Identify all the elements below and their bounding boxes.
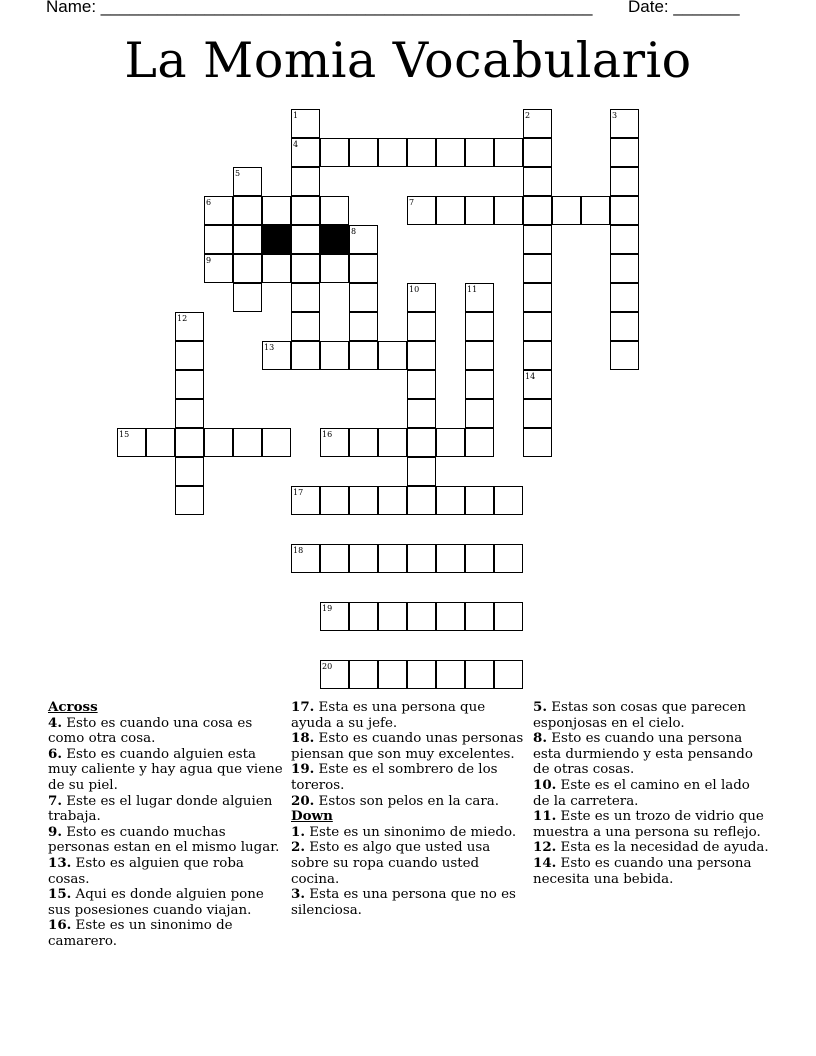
- grid-cell[interactable]: [465, 341, 494, 370]
- grid-cell[interactable]: [465, 428, 494, 457]
- clue-num: 19.: [291, 761, 315, 778]
- grid-cell[interactable]: [465, 196, 494, 225]
- grid-cell[interactable]: [407, 312, 436, 341]
- clue-number: 16: [322, 430, 333, 439]
- grid-cell[interactable]: [291, 283, 320, 312]
- grid-cell[interactable]: [320, 486, 349, 515]
- clue-text: Esto es alguien que roba cosas.: [48, 855, 244, 887]
- grid-cell[interactable]: [465, 660, 494, 689]
- grid-cell[interactable]: [523, 254, 552, 283]
- grid-cell[interactable]: [407, 138, 436, 167]
- clue-number: 6: [206, 198, 212, 207]
- grid-cell[interactable]: [378, 486, 407, 515]
- clue-text: Este es el lugar donde alguien trabaja.: [48, 793, 273, 825]
- date-field[interactable]: Date: _______: [628, 0, 740, 16]
- grid-cell[interactable]: [610, 225, 639, 254]
- grid-cell[interactable]: [233, 283, 262, 312]
- grid-cell[interactable]: [349, 283, 378, 312]
- across-clue: [291, 731, 527, 762]
- clue-num: 17.: [291, 699, 315, 715]
- down-clue: [533, 778, 769, 809]
- grid-cell[interactable]: [610, 283, 639, 312]
- grid-cell[interactable]: [378, 660, 407, 689]
- clue-text: Este es un sinonimo de miedo.: [304, 824, 517, 840]
- down-clue: [533, 731, 769, 778]
- clue-number: 18: [293, 546, 304, 555]
- across-clue: [48, 856, 284, 887]
- grid-block: [320, 225, 349, 254]
- grid-cell[interactable]: [436, 196, 465, 225]
- clue-number: 15: [119, 430, 130, 439]
- grid-cell[interactable]: [175, 486, 204, 515]
- grid-cell[interactable]: [436, 428, 465, 457]
- grid-cell[interactable]: [204, 428, 233, 457]
- grid-cell[interactable]: [407, 486, 436, 515]
- clue-text: Estas son cosas que parecen esponjosas en el cielo.: [533, 700, 747, 731]
- down-clue: [291, 840, 527, 887]
- clue-num: 2.: [291, 839, 305, 856]
- clue-number: 5: [235, 169, 241, 178]
- grid-cell[interactable]: [610, 254, 639, 283]
- clue-num: 1.: [291, 823, 305, 840]
- grid-cell[interactable]: [349, 486, 378, 515]
- clue-text: Esto es algo que usted usa sobre su ropa cuando usted cocina.: [291, 840, 491, 887]
- clue-number: 8: [351, 227, 357, 236]
- grid-cell[interactable]: [291, 167, 320, 196]
- grid-cell[interactable]: [523, 225, 552, 254]
- grid-cell[interactable]: [523, 428, 552, 457]
- clue-text: Este es el camino en el lado de la carretera.: [533, 777, 750, 809]
- clue-column-2: [291, 700, 527, 918]
- clue-num: 13.: [48, 854, 72, 871]
- name-field[interactable]: Name: ____________________________________________________: [46, 0, 593, 16]
- grid-cell[interactable]: [349, 312, 378, 341]
- clue-text: Esto es cuando muchas personas estan en el mismo lugar.: [48, 824, 280, 856]
- grid-cell[interactable]: [581, 196, 610, 225]
- clue-number: 3: [612, 111, 618, 120]
- grid-cell[interactable]: [436, 138, 465, 167]
- grid-cell[interactable]: [436, 660, 465, 689]
- grid-cell[interactable]: [465, 544, 494, 573]
- grid-cell[interactable]: [262, 428, 291, 457]
- grid-cell[interactable]: [465, 312, 494, 341]
- grid-cell[interactable]: [349, 254, 378, 283]
- grid-cell[interactable]: [407, 457, 436, 486]
- grid-cell[interactable]: [175, 341, 204, 370]
- clue-text: Esta es una persona que no es silenciosa.: [291, 887, 516, 918]
- clue-number: 2: [525, 111, 531, 120]
- grid-cell[interactable]: [523, 196, 552, 225]
- grid-cell[interactable]: [146, 428, 175, 457]
- grid-cell[interactable]: [233, 428, 262, 457]
- clue-number: 1: [293, 111, 299, 120]
- grid-cell[interactable]: [523, 283, 552, 312]
- grid-cell[interactable]: [494, 486, 523, 515]
- across-clue: [291, 700, 527, 731]
- grid-cell[interactable]: [291, 225, 320, 254]
- grid-cell[interactable]: [610, 138, 639, 167]
- down-clue: [533, 700, 769, 731]
- clue-text: Aqui es donde alguien pone sus posesiones cuando viajan.: [48, 887, 264, 918]
- grid-cell[interactable]: [378, 602, 407, 631]
- down-clue: [291, 825, 527, 841]
- grid-cell[interactable]: [610, 312, 639, 341]
- grid-cell[interactable]: [320, 544, 349, 573]
- grid-cell[interactable]: [407, 660, 436, 689]
- clue-num: 20.: [291, 792, 315, 809]
- across-clue: [48, 887, 284, 918]
- grid-cell[interactable]: [436, 544, 465, 573]
- grid-cell[interactable]: [610, 167, 639, 196]
- grid-cell[interactable]: [175, 370, 204, 399]
- clue-text: Esto es cuando unas personas piensan que son muy excelentes.: [291, 731, 524, 762]
- grid-cell[interactable]: [291, 312, 320, 341]
- clue-num: 8.: [533, 730, 547, 747]
- across-clue: [291, 762, 527, 793]
- grid-cell[interactable]: [494, 196, 523, 225]
- across-clue: [48, 794, 284, 825]
- clue-num: 4.: [48, 714, 62, 731]
- grid-cell[interactable]: [436, 486, 465, 515]
- clue-number: 11: [467, 285, 478, 294]
- clue-text: Esto es cuando una persona esta durmiendo y esta pensando de otras cosas.: [533, 731, 753, 778]
- grid-cell[interactable]: [233, 225, 262, 254]
- grid-block: [262, 225, 291, 254]
- clue-number: 13: [264, 343, 275, 352]
- clue-number: 4: [293, 140, 299, 149]
- clue-num: 11.: [533, 808, 557, 825]
- grid-cell[interactable]: [175, 457, 204, 486]
- clue-num: 16.: [48, 917, 72, 934]
- grid-cell[interactable]: [610, 341, 639, 370]
- grid-cell[interactable]: [465, 138, 494, 167]
- down-clue: [291, 887, 527, 918]
- clue-column-1: [48, 700, 284, 950]
- grid-cell[interactable]: [349, 602, 378, 631]
- grid-cell[interactable]: [465, 486, 494, 515]
- grid-cell[interactable]: [407, 544, 436, 573]
- clue-num: 15.: [48, 886, 72, 903]
- clue-num: 14.: [533, 854, 557, 871]
- clue-num: 18.: [291, 730, 315, 747]
- grid-cell[interactable]: [407, 341, 436, 370]
- across-clue: [48, 716, 284, 747]
- clue-text: Este es un sinonimo de camarero.: [48, 918, 233, 949]
- clue-text: Esto es cuando una cosa es como otra cosa.: [48, 715, 253, 747]
- grid-cell[interactable]: [523, 399, 552, 428]
- grid-cell[interactable]: [523, 312, 552, 341]
- grid-cell[interactable]: [262, 254, 291, 283]
- across-clue: [48, 918, 284, 949]
- grid-cell[interactable]: [233, 196, 262, 225]
- clue-text: Esto es cuando una persona necesita una bebida.: [533, 855, 752, 887]
- page-title: La Momia Vocabulario: [124, 32, 692, 89]
- grid-cell[interactable]: [407, 399, 436, 428]
- grid-cell[interactable]: [494, 660, 523, 689]
- grid-cell[interactable]: [494, 544, 523, 573]
- grid-cell[interactable]: [494, 138, 523, 167]
- grid-cell[interactable]: [291, 196, 320, 225]
- grid-cell[interactable]: [320, 341, 349, 370]
- grid-cell[interactable]: [204, 225, 233, 254]
- grid-cell[interactable]: [233, 254, 262, 283]
- clue-number: 12: [177, 314, 188, 323]
- grid-cell[interactable]: [552, 196, 581, 225]
- clue-number: 14: [525, 372, 536, 381]
- clue-number: 7: [409, 198, 415, 207]
- clue-column-3: [533, 700, 769, 887]
- grid-cell[interactable]: [320, 254, 349, 283]
- grid-cell[interactable]: [262, 196, 291, 225]
- across-clue: [48, 825, 284, 856]
- down-clue: [533, 809, 769, 840]
- clue-num: 7.: [48, 792, 62, 809]
- grid-cell[interactable]: [407, 370, 436, 399]
- clue-text: Estos son pelos en la cara.: [314, 793, 500, 809]
- grid-cell[interactable]: [291, 341, 320, 370]
- clue-number: 9: [206, 256, 212, 265]
- clue-text: Este es el sombrero de los toreros.: [291, 762, 498, 793]
- grid-cell[interactable]: [320, 138, 349, 167]
- grid-cell[interactable]: [349, 428, 378, 457]
- clue-num: 3.: [291, 886, 305, 903]
- grid-cell[interactable]: [378, 341, 407, 370]
- grid-cell[interactable]: [349, 138, 378, 167]
- grid-cell[interactable]: [349, 660, 378, 689]
- across-clue: [48, 747, 284, 794]
- grid-cell[interactable]: [436, 602, 465, 631]
- grid-cell[interactable]: [175, 428, 204, 457]
- down-heading: Down: [291, 808, 333, 825]
- grid-cell[interactable]: [291, 254, 320, 283]
- clue-text: Esta es la necesidad de ayuda.: [556, 840, 769, 856]
- grid-cell[interactable]: [349, 544, 378, 573]
- clue-text: Este es un trozo de vidrio que muestra a una persona su reflejo.: [533, 809, 764, 840]
- clue-number: 20: [322, 662, 333, 671]
- clue-num: 12.: [533, 839, 557, 856]
- grid-cell[interactable]: [378, 544, 407, 573]
- across-heading: Across: [48, 699, 98, 715]
- across-clue: [291, 794, 527, 810]
- clue-num: 9.: [48, 823, 62, 840]
- grid-cell[interactable]: [610, 196, 639, 225]
- grid-cell[interactable]: [349, 341, 378, 370]
- grid-cell[interactable]: [465, 602, 494, 631]
- clue-num: 5.: [533, 699, 547, 715]
- clue-number: 17: [293, 488, 304, 497]
- grid-cell[interactable]: [175, 399, 204, 428]
- clue-text: Esto es cuando alguien esta muy caliente y hay agua que viene de su piel.: [48, 746, 283, 793]
- grid-cell[interactable]: [407, 602, 436, 631]
- down-clue: [533, 840, 769, 856]
- grid-cell[interactable]: [378, 428, 407, 457]
- clue-num: 6.: [48, 745, 62, 762]
- clue-number: 10: [409, 285, 420, 294]
- grid-cell[interactable]: [523, 167, 552, 196]
- grid-cell[interactable]: [407, 428, 436, 457]
- clue-number: 19: [322, 604, 333, 613]
- grid-cell[interactable]: [494, 602, 523, 631]
- grid-cell[interactable]: [523, 341, 552, 370]
- down-clue: [533, 856, 769, 887]
- grid-cell[interactable]: [465, 370, 494, 399]
- clue-num: 10.: [533, 776, 557, 793]
- clue-text: Esta es una persona que ayuda a su jefe.: [291, 700, 486, 731]
- grid-cell[interactable]: [320, 196, 349, 225]
- grid-cell[interactable]: [523, 138, 552, 167]
- grid-cell[interactable]: [465, 399, 494, 428]
- grid-cell[interactable]: [378, 138, 407, 167]
